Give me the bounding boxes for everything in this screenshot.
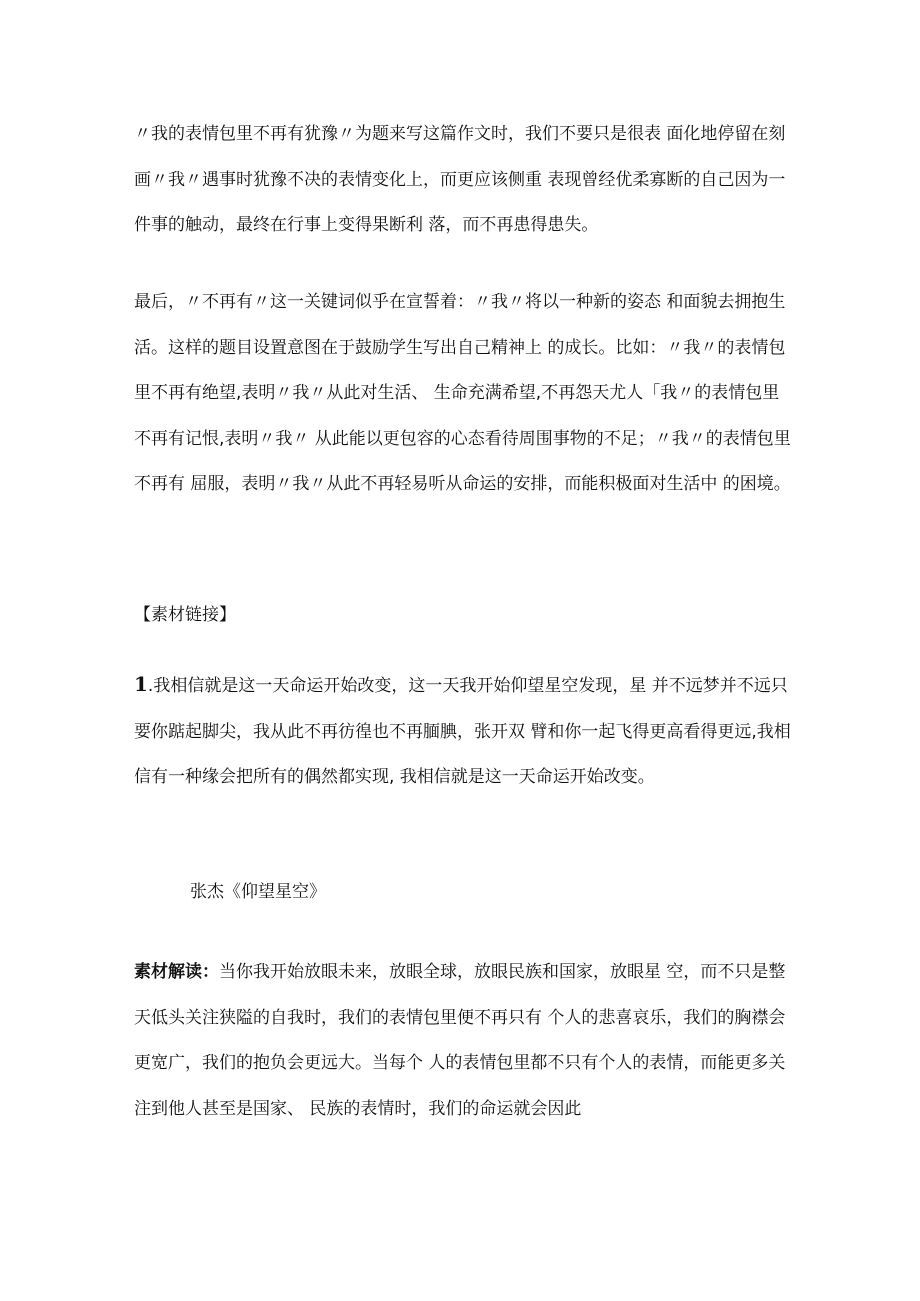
body-paragraph-1: 〃我的表情包里不再有犹豫〃为题来写这篇作文时，我们不要只是很表 面化地停留在刻画〃我〃遇事时犹豫不决的表情变化上，而更应该侧重 表现曾经优柔寡断的自己因为一件事的触动，最终在行事上变得果断利 落，而不再患得患失。 (134, 124, 786, 235)
body-paragraph-2: 最后，〃不再有〃这一关键词似乎在宣誓着：〃我〃将以一种新的姿态 和面貌去拥抱生活。这样的题目设置意图在于鼓励学生写出自己精神上 的成长。比如：〃我〃的表情包里不再有绝望,表明〃我〃从此对生活、 生命充满希望,不再怨天尤人「我〃的表情包里不再有记恨,表明〃我〃 从此能以更包容的心态看待周围事物的不足；〃我〃的表情包里不再有 屈服，表明〃我〃从此不再轻易听从命运的安排，而能积极面对生活中 的困境。 (134, 292, 791, 494)
interpretation-paragraph (134, 950, 794, 1132)
material-heading: 【素材链接】 (134, 605, 236, 625)
material-item-1 (134, 662, 794, 801)
interpretation-text: 当你我开始放眼未来，放眼全球，放眼民族和国家，放眼星 空，而不只是整天低头关注狭隘的自我时，我们的表情包里便不再只有 个人的悲喜哀乐，我们的胸襟会更宽广，我们的抱负会更远大。当每个 人的表情包里都不只有个人的表情，而能更多关注到他人甚至是国家、 民族的表情时，我们的命运就会因此 (134, 962, 786, 1119)
item-number: 1 (134, 672, 148, 696)
item-text: .我相信就是这一天命运开始改变，这一天我开始仰望星空发现，星 并不远梦并不远只要你踮起脚尖，我从此不再彷徨也不再腼腆，张开双 臂和你一起飞得更高看得更远,我相信有一种缘会把所有的偶然都实现, 我相信就是这一天命运开始改变。 (134, 676, 791, 787)
interpretation-label: 素材解读： (134, 962, 219, 982)
attribution: 张杰《仰望星空》 (190, 882, 326, 902)
